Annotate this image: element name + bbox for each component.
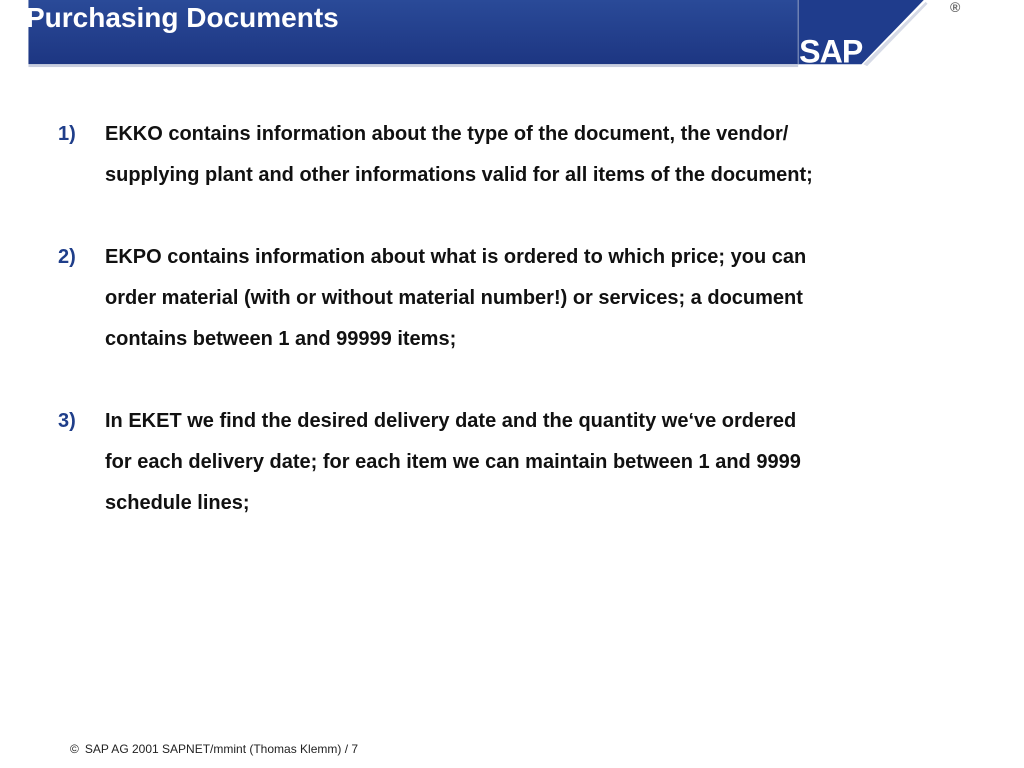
list-item-line: EKPO contains information about what is ordered to which price; you can (105, 246, 807, 268)
list-item-text (105, 401, 935, 524)
list-item-number: 2) (58, 246, 76, 268)
sap-logo-text: SAP (799, 33, 863, 68)
page-title: Purchasing Documents (26, 2, 339, 33)
list-item-line: for each delivery date; for each item we can maintain between 1 and 9999 (105, 451, 801, 473)
list-item-number: 1) (58, 123, 76, 145)
list-item-line: EKKO contains information about the type of the document, the vendor/ (105, 123, 789, 145)
list-item-line: contains between 1 and 99999 items; (105, 328, 457, 350)
list-item-line: In EKET we find the desired delivery date and the quantity we‘ve ordered (105, 410, 797, 432)
list-item-text (105, 114, 935, 196)
footer-text: SAP AG 2001 SAPNET/mmint (Thomas Klemm) / 7 (84, 742, 359, 756)
list-item-line: order material (with or without material number!) or services; a document (105, 287, 803, 309)
sap-logo (798, 0, 927, 68)
list-item-line: supplying plant and other informations valid for all items of the document; (105, 164, 813, 186)
slide-header (0, 0, 1024, 72)
list-item-number: 3) (58, 410, 76, 432)
list-item-text (105, 237, 935, 360)
copyright-icon: © (70, 742, 79, 756)
slide-footer (70, 741, 358, 757)
registered-mark: ® (950, 0, 961, 15)
list-item-line: schedule lines; (105, 492, 250, 514)
